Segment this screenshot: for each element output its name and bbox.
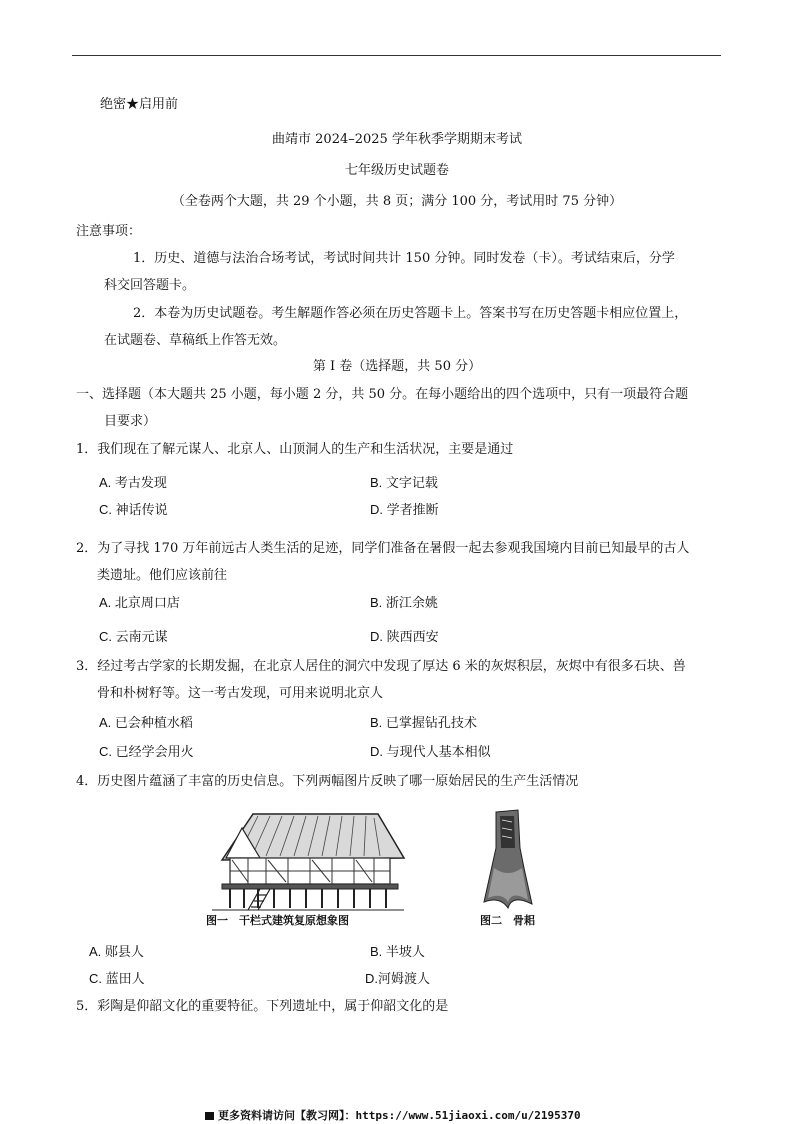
question-1-option-d: D. 学者推断 [370, 502, 439, 518]
question-2-option-b: B. 浙江余姚 [370, 595, 438, 611]
stilt-house-figure [208, 808, 408, 913]
exam-title: 曲靖市 2024–2025 学年秋季学期期末考试 [272, 132, 522, 147]
header-rule [72, 55, 721, 56]
notice-heading: 注意事项： [76, 224, 142, 239]
notice-item-1-line-2: 科交回答题卡。 [104, 278, 196, 293]
question-1-stem: 1．我们现在了解元谋人、北京人、山顶洞人的生产和生活状况，主要是通过 [76, 442, 514, 457]
figure-2-caption: 图二 骨耜 [480, 914, 535, 927]
question-3-stem-line-2: 骨和朴树籽等。这一考古发现，可用来说明北京人 [97, 686, 384, 701]
question-1-option-b: B. 文字记载 [370, 475, 438, 491]
question-4-stem: 4．历史图片蕴涵了丰富的历史信息。下列两幅图片反映了哪一原始居民的生产生活情况 [76, 774, 579, 789]
question-4-option-a: A. 郧县人 [89, 944, 144, 960]
question-3-option-b: B. 已掌握钻孔技术 [370, 715, 477, 731]
section-instruction-line-1: 一、选择题（本大题共 25 小题，每小题 2 分，共 50 分。在每小题给出的四个选项中，只有一项最符合题 [76, 387, 689, 402]
question-2-option-d: D. 陕西西安 [370, 629, 439, 645]
flag-icon [205, 1112, 214, 1120]
question-3-stem-line-1: 3．经过考古学家的长期发掘，在北京人居住的洞穴中发现了厚达 6 米的灰烬积层，灰烬中有很多石块、兽 [76, 659, 686, 674]
question-2-stem-line-1: 2．为了寻找 170 万年前远古人类生活的足迹，同学们准备在暑假一起去参观我国境内目前已知最早的古人 [76, 541, 690, 556]
question-3-option-c: C. 已经学会用火 [99, 744, 194, 760]
question-5-stem: 5．彩陶是仰韶文化的重要特征。下列遗址中，属于仰韶文化的是 [76, 999, 449, 1014]
question-2-stem-line-2: 类遗址。他们应该前往 [97, 568, 228, 583]
question-4-option-b: B. 半坡人 [370, 944, 425, 960]
notice-item-1-line-1: 1．历史、道德与法治合场考试，考试时间共计 150 分钟。同时发卷（卡）。考试结束后，分学 [133, 251, 675, 266]
question-3-option-d: D. 与现代人基本相似 [370, 744, 491, 760]
figure-1-caption: 图一 干栏式建筑复原想象图 [206, 914, 349, 927]
secret-label: 绝密★启用前 [100, 97, 179, 112]
question-2-option-c: C. 云南元谋 [99, 629, 168, 645]
exam-subtitle: 七年级历史试题卷 [344, 163, 449, 178]
notice-item-2-line-1: 2．本卷为历史试题卷。考生解题作答必须在历史答题卡上。答案书写在历史答题卡相应位置上， [133, 306, 688, 321]
exam-info: （全卷两个大题，共 29 个小题，共 8 页；满分 100 分，考试用时 75 分钟） [171, 194, 623, 209]
question-3-option-a: A. 已会种植水稻 [99, 715, 193, 731]
bone-spade-figure [482, 808, 534, 912]
question-4-option-d: D.河姆渡人 [365, 971, 431, 987]
question-1-option-c: C. 神话传说 [99, 502, 168, 518]
question-4-option-c: C. 蓝田人 [89, 971, 145, 987]
section-instruction-line-2: 目要求） [104, 414, 157, 429]
notice-item-2-line-2: 在试题卷、草稿纸上作答无效。 [104, 333, 287, 348]
section-title: 第 I 卷（选择题，共 50 分） [312, 359, 482, 374]
question-1-option-a: A. 考古发现 [99, 475, 167, 491]
footer-link[interactable]: 更多资料请访问【教习网】：https://www.51jiaoxi.com/u/2195370 [205, 1110, 581, 1121]
question-2-option-a: A. 北京周口店 [99, 595, 180, 611]
